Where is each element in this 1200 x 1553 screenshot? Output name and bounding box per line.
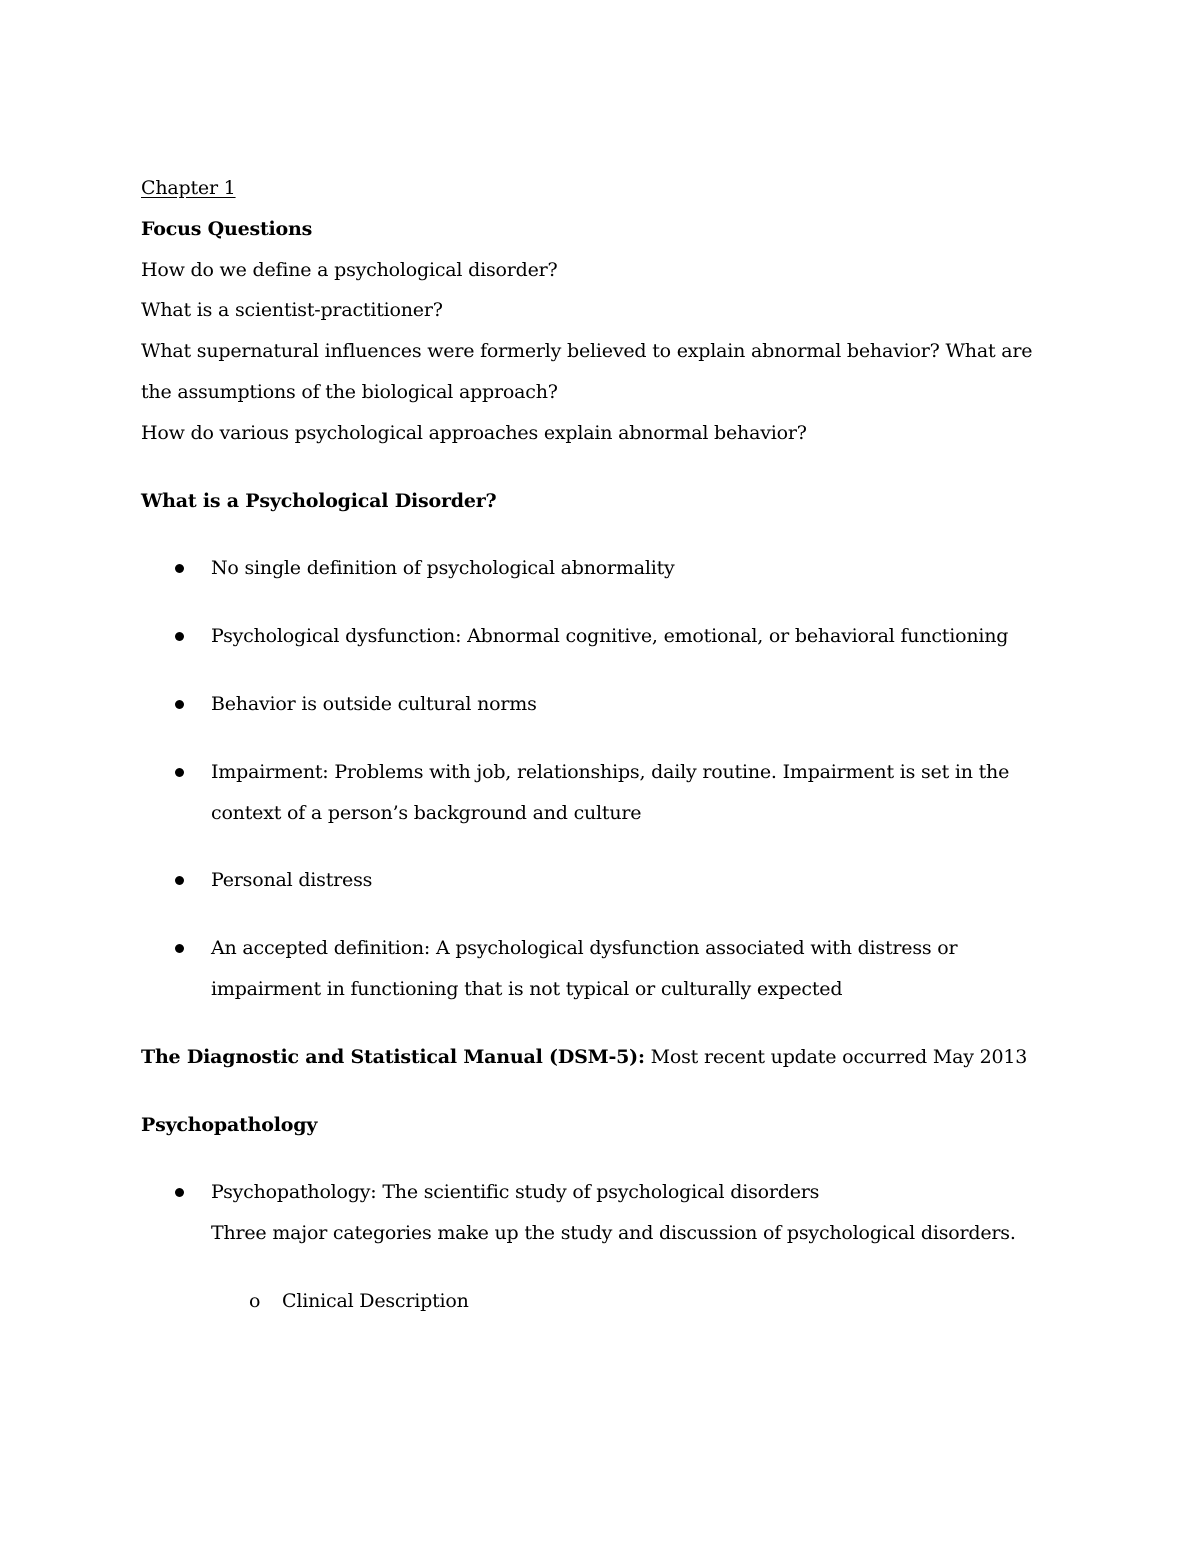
list-item-text: Personal distress bbox=[211, 869, 373, 892]
list-item-text: Psychopathology: The scientific study of psychological disorders bbox=[211, 1181, 820, 1204]
list-item-text: No single definition of psychological abnormality bbox=[211, 557, 675, 580]
bullet-icon bbox=[175, 876, 184, 885]
list-item bbox=[141, 928, 1041, 1010]
focus-question: How do we define a psychological disorder? bbox=[141, 258, 558, 281]
list-item bbox=[141, 684, 1041, 725]
chapter-label: Chapter 1 bbox=[141, 177, 236, 199]
list-item-text: Behavior is outside cultural norms bbox=[211, 692, 537, 715]
spacer bbox=[141, 454, 1041, 481]
list-item bbox=[141, 548, 1041, 589]
list-item bbox=[141, 860, 1041, 901]
bullet-icon bbox=[175, 700, 184, 709]
circle-bullet-icon: o bbox=[249, 1289, 261, 1312]
bullet-icon bbox=[175, 564, 184, 573]
bullet-icon bbox=[175, 768, 184, 777]
bullet-icon bbox=[175, 632, 184, 641]
document-content bbox=[141, 168, 1041, 1322]
section-heading-psychological-disorder: What is a Psychological Disorder? bbox=[141, 489, 497, 512]
focus-question: What supernatural influences were formerly believed to explain abnormal behavior? What are bbox=[141, 340, 1033, 363]
disorder-bullet-list bbox=[141, 548, 1041, 1009]
section-heading-psychopathology: Psychopathology bbox=[141, 1113, 318, 1136]
list-item-text-continuation: Three major categories make up the study and discussion of psychological disorders. bbox=[211, 1222, 1016, 1245]
list-item bbox=[141, 752, 1041, 834]
dsm-paragraph bbox=[141, 1037, 1041, 1078]
spacer bbox=[141, 1078, 1041, 1105]
bullet-icon bbox=[175, 944, 184, 953]
list-item-text: Impairment: Problems with job, relationships, daily routine. Impairment is set in the context of a person’s background and culture bbox=[211, 760, 1010, 824]
sub-list-item-text: Clinical Description bbox=[282, 1289, 469, 1312]
list-item bbox=[141, 1172, 1041, 1254]
sub-list-item bbox=[141, 1281, 1041, 1322]
list-item-text: Psychological dysfunction: Abnormal cognitive, emotional, or behavioral functioning bbox=[211, 625, 1009, 648]
dsm-text: Most recent update occurred May 2013 bbox=[644, 1045, 1028, 1068]
focus-question: What is a scientist-practitioner? bbox=[141, 299, 443, 322]
list-item-text: An accepted definition: A psychological dysfunction associated with distress or impairment in functioning that is not typical or culturally expected bbox=[211, 937, 958, 1000]
focus-question: the assumptions of the biological approach? bbox=[141, 380, 558, 403]
bullet-icon bbox=[175, 1188, 184, 1197]
spacer bbox=[141, 1145, 1041, 1172]
focus-question: How do various psychological approaches explain abnormal behavior? bbox=[141, 421, 807, 444]
psychopathology-bullet-list bbox=[141, 1172, 1041, 1254]
dsm-title: The Diagnostic and Statistical Manual (DSM-5): bbox=[141, 1045, 645, 1068]
list-item bbox=[141, 616, 1041, 657]
focus-questions-heading: Focus Questions bbox=[141, 217, 313, 240]
spacer bbox=[141, 521, 1041, 548]
